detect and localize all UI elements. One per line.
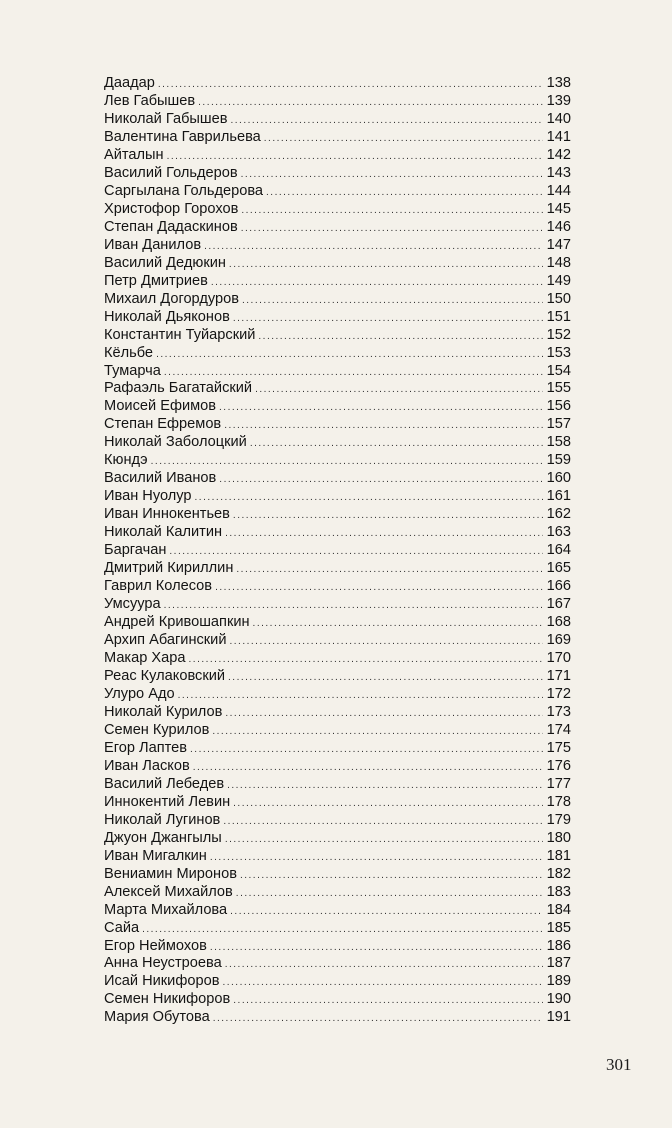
toc-entry-name: Джуон Джангылы [104, 829, 222, 846]
toc-entry [104, 596, 571, 614]
toc-entry-name: Степан Дадаскинов [104, 218, 238, 235]
toc-leader-dots [236, 889, 543, 899]
toc-entry [104, 650, 571, 668]
toc-entry-page: 174 [546, 721, 571, 738]
toc-entry-page: 141 [546, 128, 571, 145]
toc-entry [104, 524, 571, 542]
toc-entry [104, 380, 571, 398]
toc-entry-name: Егор Неймохов [104, 937, 207, 954]
toc-entry-page: 178 [546, 793, 571, 810]
toc-entry [104, 327, 571, 345]
toc-leader-dots [227, 781, 543, 791]
toc-entry-page: 144 [546, 182, 571, 199]
toc-leader-dots [230, 907, 543, 917]
toc-entry-page: 191 [546, 1009, 571, 1026]
toc-entry [104, 668, 571, 686]
toc-entry-page: 177 [546, 775, 571, 792]
toc-entry-name: Иван Нуолур [104, 488, 192, 505]
toc-entry-name: Петр Дмитриев [104, 272, 208, 289]
table-of-contents [104, 75, 571, 1027]
toc-entry-name: Даадар [104, 75, 155, 91]
toc-entry [104, 452, 571, 470]
toc-entry [104, 812, 571, 830]
toc-entry [104, 866, 571, 884]
toc-leader-dots [167, 152, 543, 162]
toc-entry-name: Николай Габышев [104, 110, 228, 127]
toc-entry [104, 291, 571, 309]
toc-entry-page: 148 [546, 254, 571, 271]
toc-entry-page: 159 [546, 452, 571, 469]
toc-leader-dots [164, 368, 543, 378]
toc-entry [104, 165, 571, 183]
toc-entry-name: Тумарча [104, 362, 161, 379]
toc-entry-name: Улуро Адо [104, 685, 175, 702]
toc-entry-page: 168 [546, 614, 571, 631]
toc-entry-name: Реас Кулаковский [104, 667, 226, 684]
toc-leader-dots [242, 296, 543, 306]
toc-leader-dots [151, 457, 543, 467]
toc-leader-dots [225, 960, 543, 970]
toc-entry-name: Вениамин Миронов [104, 865, 237, 882]
toc-leader-dots [241, 224, 543, 234]
toc-entry-name: Семен Курилов [104, 721, 210, 738]
toc-entry-page: 173 [546, 703, 571, 720]
toc-entry [104, 237, 571, 255]
toc-leader-dots [264, 134, 543, 144]
toc-entry [104, 973, 571, 991]
toc-leader-dots [240, 871, 543, 881]
toc-leader-dots [219, 475, 542, 485]
toc-entry [104, 273, 571, 291]
toc-entry [104, 848, 571, 866]
toc-entry-name: Валентина Гаврильева [104, 128, 261, 145]
toc-entry-name: Гаврил Колесов [104, 578, 213, 595]
toc-entry [104, 363, 571, 381]
toc-entry [104, 542, 571, 560]
toc-entry-page: 184 [546, 901, 571, 918]
toc-entry-name: Николай Лугинов [104, 811, 221, 828]
toc-entry-page: 189 [546, 973, 571, 990]
toc-leader-dots [193, 763, 543, 773]
toc-entry-page: 179 [546, 811, 571, 828]
toc-entry-name: Семен Никифоров [104, 991, 231, 1008]
toc-leader-dots [204, 242, 543, 252]
toc-entry-page: 161 [546, 488, 571, 505]
toc-entry [104, 794, 571, 812]
toc-leader-dots [215, 583, 543, 593]
toc-entry [104, 776, 571, 794]
toc-leader-dots [241, 170, 543, 180]
toc-leader-dots [233, 511, 543, 521]
toc-leader-dots [255, 385, 543, 395]
toc-entry-name: Саргылана Гольдерова [104, 182, 264, 199]
toc-entry-page: 158 [546, 434, 571, 451]
toc-entry-name: Умсуура [104, 596, 161, 613]
toc-entry [104, 902, 571, 920]
toc-leader-dots [169, 547, 542, 557]
toc-entry-page: 142 [546, 146, 571, 163]
toc-entry [104, 506, 571, 524]
toc-entry-page: 187 [546, 955, 571, 972]
toc-entry [104, 129, 571, 147]
toc-entry [104, 416, 571, 434]
toc-entry-page: 182 [546, 865, 571, 882]
toc-entry [104, 398, 571, 416]
toc-leader-dots [230, 637, 543, 647]
toc-entry-page: 180 [546, 829, 571, 846]
toc-entry-page: 151 [546, 308, 571, 325]
toc-leader-dots [225, 709, 542, 719]
toc-entry-page: 150 [546, 290, 571, 307]
toc-leader-dots [231, 116, 543, 126]
toc-entry-name: Баргачан [104, 542, 167, 559]
toc-entry-page: 138 [546, 75, 571, 91]
toc-entry-page: 156 [546, 398, 571, 415]
toc-entry-page: 167 [546, 596, 571, 613]
toc-entry-page: 155 [546, 380, 571, 397]
toc-entry [104, 219, 571, 237]
toc-entry-page: 162 [546, 506, 571, 523]
toc-entry-name: Николай Заболоцкий [104, 434, 247, 451]
toc-entry [104, 740, 571, 758]
toc-entry [104, 955, 571, 973]
toc-entry-name: Моисей Ефимов [104, 398, 217, 415]
toc-entry-page: 175 [546, 739, 571, 756]
toc-entry-page: 172 [546, 685, 571, 702]
toc-entry [104, 434, 571, 452]
toc-entry-name: Архип Абагинский [104, 632, 227, 649]
toc-entry [104, 758, 571, 776]
toc-entry-page: 185 [546, 919, 571, 936]
toc-entry-name: Иван Иннокентьев [104, 506, 230, 523]
toc-entry-name: Дмитрий Кириллин [104, 560, 234, 577]
toc-entry-page: 139 [546, 92, 571, 109]
toc-entry [104, 632, 571, 650]
toc-leader-dots [212, 727, 542, 737]
toc-entry-page: 157 [546, 416, 571, 433]
toc-leader-dots [213, 1014, 543, 1024]
toc-entry-name: Сайа [104, 919, 140, 936]
toc-entry-name: Алексей Михайлов [104, 883, 233, 900]
toc-entry-name: Егор Лаптев [104, 739, 188, 756]
toc-entry-name: Иван Мигалкин [104, 847, 207, 864]
toc-entry-page: 164 [546, 542, 571, 559]
toc-entry-page: 140 [546, 110, 571, 127]
toc-entry-name: Николай Калитин [104, 524, 223, 541]
toc-leader-dots [164, 601, 543, 611]
toc-entry [104, 93, 571, 111]
toc-entry-name: Кюндэ [104, 452, 148, 469]
toc-leader-dots [253, 619, 543, 629]
page-number: 301 [606, 1055, 632, 1074]
toc-entry-name: Анна Неустроева [104, 955, 222, 972]
toc-entry-name: Михаил Догордуров [104, 290, 239, 307]
toc-leader-dots [211, 278, 543, 288]
toc-entry [104, 111, 571, 129]
toc-entry-name: Константин Туйарский [104, 326, 256, 343]
toc-entry-page: 169 [546, 632, 571, 649]
toc-entry-name: Иван Ласков [104, 757, 190, 774]
toc-entry-name: Василий Лебедев [104, 775, 225, 792]
toc-leader-dots [195, 493, 543, 503]
toc-entry [104, 560, 571, 578]
toc-entry-name: Макар Хара [104, 650, 186, 666]
toc-entry-page: 165 [546, 560, 571, 577]
toc-entry-name: Рафаэль Багатайский [104, 380, 253, 397]
toc-leader-dots [241, 206, 542, 216]
toc-leader-dots [229, 260, 543, 270]
toc-entry-page: 152 [546, 326, 571, 343]
toc-leader-dots [224, 421, 542, 431]
toc-entry [104, 686, 571, 704]
toc-entry [104, 470, 571, 488]
toc-entry-page: 146 [546, 218, 571, 235]
toc-entry-page: 181 [546, 847, 571, 864]
toc-entry [104, 255, 571, 273]
toc-entry-name: Лев Габышев [104, 92, 196, 109]
toc-leader-dots [223, 817, 542, 827]
toc-leader-dots [222, 978, 542, 988]
toc-entry-name: Василий Дедюкин [104, 254, 226, 271]
toc-leader-dots [250, 439, 543, 449]
toc-entry-name: Андрей Кривошапкин [104, 614, 250, 631]
toc-leader-dots [198, 98, 543, 108]
toc-leader-dots [233, 996, 542, 1006]
toc-entry-name: Иван Данилов [104, 236, 202, 253]
toc-entry-page: 143 [546, 164, 571, 181]
toc-leader-dots [219, 403, 543, 413]
toc-leader-dots [258, 332, 542, 342]
toc-entry [104, 920, 571, 938]
toc-entry [104, 1009, 571, 1027]
toc-entry-name: Марта Михайлова [104, 901, 228, 918]
toc-leader-dots [233, 799, 542, 809]
toc-entry [104, 201, 571, 219]
toc-entry [104, 614, 571, 632]
toc-leader-dots [142, 925, 543, 935]
toc-entry [104, 183, 571, 201]
toc-entry [104, 309, 571, 327]
toc-leader-dots [228, 673, 543, 683]
toc-leader-dots [225, 835, 543, 845]
toc-entry [104, 722, 571, 740]
toc-entry-page: 160 [546, 470, 571, 487]
toc-entry-name: Кёльбе [104, 344, 154, 361]
toc-entry-page: 145 [546, 200, 571, 217]
toc-leader-dots [189, 655, 543, 665]
toc-leader-dots [158, 80, 543, 90]
toc-entry-page: 170 [546, 650, 571, 666]
toc-entry-name: Степан Ефремов [104, 416, 222, 433]
toc-entry-page: 166 [546, 578, 571, 595]
toc-entry-page: 149 [546, 272, 571, 289]
toc-entry-name: Айталын [104, 146, 164, 163]
toc-entry-name: Василий Иванов [104, 470, 217, 487]
toc-entry-page: 153 [546, 344, 571, 361]
toc-leader-dots [233, 314, 543, 324]
toc-entry [104, 991, 571, 1009]
toc-entry-page: 154 [546, 362, 571, 379]
toc-entry-name: Исай Никифоров [104, 973, 220, 990]
toc-entry [104, 938, 571, 956]
toc-entry-name: Мария Обутова [104, 1009, 210, 1026]
toc-entry [104, 704, 571, 722]
toc-entry [104, 147, 571, 165]
toc-leader-dots [210, 853, 543, 863]
toc-entry-page: 183 [546, 883, 571, 900]
toc-entry-name: Иннокентий Левин [104, 793, 231, 810]
toc-leader-dots [178, 691, 543, 701]
toc-entry [104, 345, 571, 363]
toc-leader-dots [190, 745, 543, 755]
toc-entry-page: 147 [546, 236, 571, 253]
toc-leader-dots [266, 188, 543, 198]
toc-entry-name: Христофор Горохов [104, 200, 239, 217]
toc-leader-dots [210, 943, 543, 953]
toc-entry-page: 176 [546, 757, 571, 774]
toc-entry [104, 75, 571, 93]
toc-entry [104, 578, 571, 596]
toc-entry-name: Николай Дьяконов [104, 308, 230, 325]
toc-entry [104, 488, 571, 506]
toc-entry-page: 163 [546, 524, 571, 541]
toc-leader-dots [156, 350, 543, 360]
toc-entry-name: Василий Гольдеров [104, 164, 238, 181]
toc-entry [104, 884, 571, 902]
toc-leader-dots [225, 529, 543, 539]
toc-leader-dots [236, 565, 542, 575]
toc-entry [104, 830, 571, 848]
toc-entry-page: 186 [546, 937, 571, 954]
toc-entry-page: 171 [546, 667, 571, 684]
toc-entry-name: Николай Курилов [104, 703, 223, 720]
toc-entry-page: 190 [546, 991, 571, 1008]
